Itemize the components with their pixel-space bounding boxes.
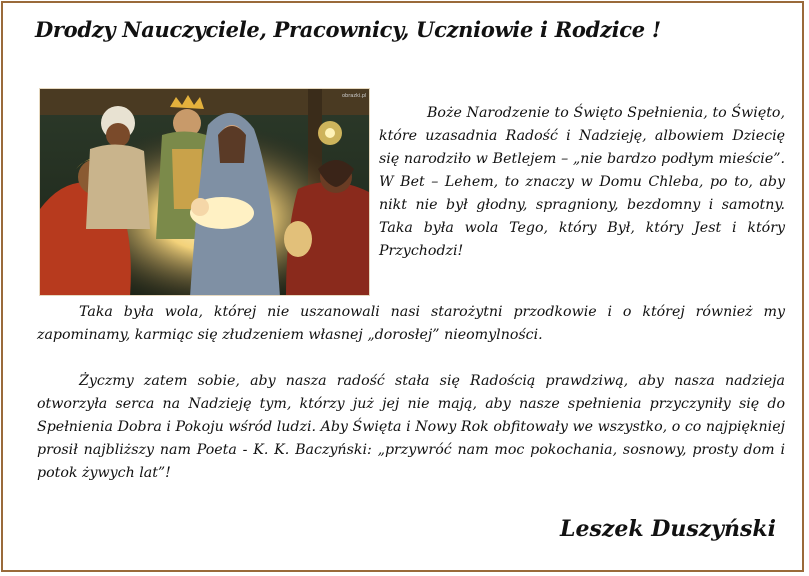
letter-card	[1, 1, 804, 572]
signature: Leszek Duszyński	[560, 516, 776, 542]
paragraph-2: Taka była wola, której nie uszanowali nasi starożytni przodkowie i o której również my zapominamy, karmiąc się złudzeniem własnej „dorosłej” nieomylności.	[37, 304, 785, 343]
svg-text:obrazki.pl: obrazki.pl	[342, 93, 367, 99]
greeting-heading: Drodzy Nauczyciele, Pracownicy, Uczniowie i Rodzice !	[35, 17, 661, 42]
paragraph-3: Życzmy zatem sobie, aby nasza radość stała się Radością prawdziwą, aby nasza nadzieja otworzyła serca na Nadzieję tym, którzy już jej nie mają, aby nasze spełnienia przyczyniły się do Spełnienia Dobra i Pokoju wśród ludzi. Aby Święta i Nowy Rok obfitowały we wszystko, o co najpiękniej prosił najbliższy nam Poeta - K. K. Baczyński: „przywróć nam moc pokochania, sosnowy, prosty dom i potok żywych lat”!	[37, 373, 785, 481]
nativity-illustration	[39, 88, 370, 296]
paragraph-1: Boże Narodzenie to Święto Spełnienia, to Święto, które uzasadnia Radość i Nadzieję, albowiem Dziecię się narodziło w Betlejem – „nie bardzo podłym mieście”. W Bet – Lehem, to znaczy w Domu Chleba, po to, aby nikt nie był głodny, spragniony, bezdomny i samotny. Taka była wola Tego, który Był, który Jest i który Przychodzi!	[379, 105, 785, 259]
